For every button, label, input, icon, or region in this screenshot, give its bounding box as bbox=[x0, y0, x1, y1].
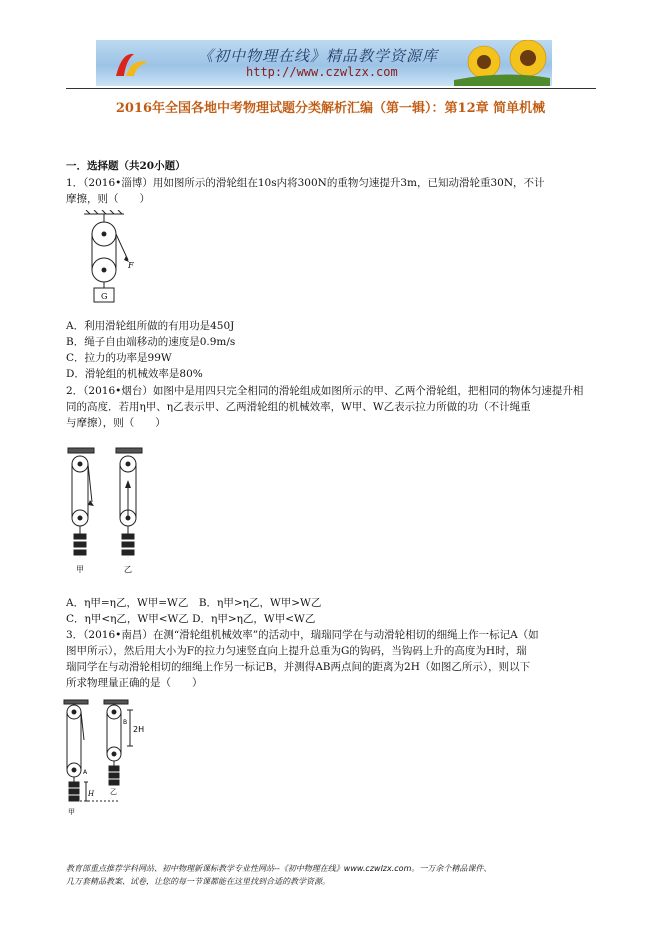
q1-option-a: A．利用滑轮组所做的有用功是450J bbox=[66, 320, 235, 332]
header-banner bbox=[96, 40, 552, 86]
q1-option-d: D．滑轮组的机械效率是80% bbox=[66, 368, 203, 380]
q1-stem-line1: 1．（2016•淄博）用如图所示的滑轮组在10s内将300N的重物匀速提升3m，已知动滑轮重30N，不计 bbox=[66, 177, 545, 189]
document-title: 2016年全国各地中考物理试题分类解析汇编（第一辑）：第12章 简单机械 bbox=[115, 101, 546, 116]
q3-fig-label-a: A bbox=[83, 769, 88, 776]
banner-title: 《初中物理在线》精品教学资源库 bbox=[198, 47, 439, 65]
q3-fig-label-yi: 乙 bbox=[110, 788, 117, 796]
q3-fig-label-2h: 2H bbox=[133, 725, 145, 734]
footer-line1: 教育部重点推荐学科网站、初中物理新课标教学专业性网站--《初中物理在线》www.czwlzx.com。一万余个精品课件、 bbox=[66, 864, 492, 873]
footer-line2: 几万套精品教案、试卷，让您的每一节课都能在这里找到合适的教学资源。 bbox=[66, 877, 330, 886]
site-logo-icon bbox=[112, 48, 152, 80]
q2-fig-label-jia: 甲 bbox=[76, 565, 84, 574]
q1-pulley-figure bbox=[82, 210, 138, 306]
header-divider bbox=[66, 88, 596, 89]
banner-url: http://www.czwlzx.com bbox=[246, 65, 398, 79]
section-heading: 一．选择题（共20小题） bbox=[66, 160, 186, 172]
q3-stem-line2: 图甲所示），然后用大小为F的拉力匀速竖直向上提升总重为G的钩码，当钩码上升的高度为H时，瑞 bbox=[66, 645, 527, 657]
q2-options-row1: A．η甲=η乙，W甲=W乙 B．η甲>η乙，W甲>W乙 bbox=[66, 597, 322, 609]
q3-pulley-figure bbox=[60, 698, 160, 818]
q3-stem-line3: 瑞同学在与动滑轮相切的细绳上作另一标记B，并测得AB两点间的距离为2H（如图乙所示），则以下 bbox=[66, 661, 531, 673]
q1-option-b: B．绳子自由端移动的速度是0.9m/s bbox=[66, 336, 236, 348]
q2-stem-line1: 2．（2016•烟台）如图中是用四只完全相同的滑轮组成如图所示的甲、乙两个滑轮组，把相同的物体匀速提升相 bbox=[66, 385, 584, 397]
q1-option-c: C．拉力的功率是99W bbox=[66, 352, 172, 364]
q3-fig-label-b: B bbox=[123, 719, 128, 726]
q1-fig-label-g: G bbox=[101, 292, 108, 301]
q2-stem-line3: 与摩擦），则（ ） bbox=[66, 417, 166, 429]
q2-pulley-figure bbox=[66, 446, 150, 578]
q2-fig-label-yi: 乙 bbox=[124, 565, 132, 574]
q3-stem-line4: 所求物理量正确的是（ ） bbox=[66, 677, 203, 689]
q1-stem-line2: 摩擦，则（ ） bbox=[66, 193, 150, 205]
q3-fig-label-h: H bbox=[88, 790, 95, 798]
q2-options-row2: C．η甲<η乙，W甲<W乙 D．η甲>η乙，W甲<W乙 bbox=[66, 613, 316, 625]
page-footer bbox=[66, 862, 606, 888]
q3-stem-line1: 3．（2016•南昌）在测“滑轮组机械效率”的活动中，瑞瑞同学在与动滑轮相切的细绳上作一标记A（如 bbox=[66, 629, 539, 641]
sunflower-image-icon bbox=[454, 40, 550, 86]
q1-fig-label-f: F bbox=[128, 261, 134, 270]
q2-stem-line2: 同的高度．若用η甲、η乙表示甲、乙两滑轮组的机械效率，W甲、W乙表示拉力所做的功（不计绳重 bbox=[66, 401, 531, 413]
q3-fig-label-jia: 甲 bbox=[68, 808, 75, 816]
